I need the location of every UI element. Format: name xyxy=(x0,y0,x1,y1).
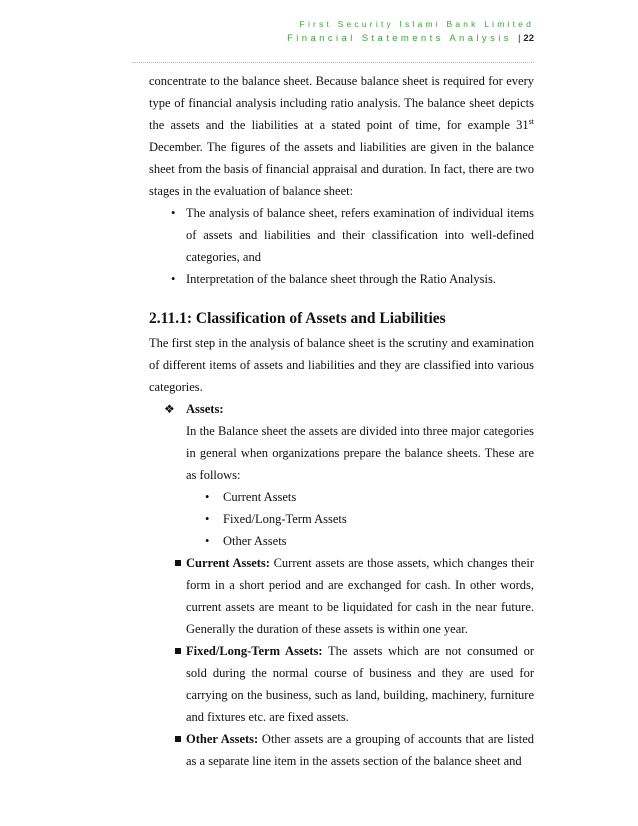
intro-superscript: st xyxy=(528,117,534,126)
bullet-icon: • xyxy=(171,272,176,286)
header-separator: | xyxy=(517,33,521,44)
asset-categories-list xyxy=(149,486,534,552)
header-report-title: Financial Statements Analysis xyxy=(287,33,512,44)
intro-text-1: concentrate to the balance sheet. Because balance sheet is required for every type of financial analysis including ratio analysis. The balance sheet depicts the assets and the liabilities at a stated point of time, for example 31 xyxy=(149,74,534,132)
definition-fixed-assets xyxy=(149,640,534,728)
list-item xyxy=(149,268,534,290)
definition-term: Fixed/Long-Term Assets: xyxy=(186,644,323,658)
list-item xyxy=(149,486,534,508)
list-item-text: The analysis of balance sheet, refers examination of individual items of assets and liabilities and their classification into well-defined categories, and xyxy=(186,206,534,264)
list-item xyxy=(149,530,534,552)
square-bullet-icon xyxy=(175,736,181,742)
definition-current-assets xyxy=(149,552,534,640)
bullet-icon: • xyxy=(205,534,210,548)
header-divider xyxy=(132,62,534,63)
assets-heading xyxy=(149,398,534,420)
definition-term: Current Assets: xyxy=(186,556,270,570)
list-item xyxy=(149,202,534,268)
diamond-bullet-icon: ❖ xyxy=(164,402,175,416)
bullet-icon: • xyxy=(171,206,176,220)
definition-text: Current assets are those assets, which changes their form in a short period and are exchanged for cash. In other words, current assets are meant to be liquidated for cash in the near future. Generally the duration of these assets is within one year. xyxy=(186,556,534,636)
section-heading: 2.11.1: Classification of Assets and Liabilities xyxy=(149,310,446,327)
page-header xyxy=(287,18,534,46)
intro-paragraph xyxy=(149,70,534,202)
assets-paragraph: In the Balance sheet the assets are divided into three major categories in general when organizations prepare the balance sheets. These are as follows: xyxy=(186,424,534,482)
square-bullet-icon xyxy=(175,560,181,566)
section-intro-paragraph: The first step in the analysis of balance sheet is the scrutiny and examination of different items of assets and liabilities and they are classified into various categories. xyxy=(149,336,534,394)
list-item-text: Fixed/Long-Term Assets xyxy=(223,512,347,526)
evaluation-stages-list xyxy=(149,202,534,290)
list-item-text: Interpretation of the balance sheet through the Ratio Analysis. xyxy=(186,272,496,286)
page-number: 22 xyxy=(523,33,534,44)
list-item-text: Current Assets xyxy=(223,490,297,504)
header-report-title-line xyxy=(287,31,534,46)
header-bank-name: First Security Islami Bank Limited xyxy=(299,19,534,29)
square-bullet-icon xyxy=(175,648,181,654)
intro-text-2: December. The figures of the assets and liabilities are given in the balance sheet from the basis of financial appraisal and duration. In fact, there are two stages in the evaluation of balance sheet: xyxy=(149,140,534,198)
definition-other-assets xyxy=(149,728,534,772)
list-item-text: Other Assets xyxy=(223,534,287,548)
page-body xyxy=(149,70,534,772)
list-item xyxy=(149,508,534,530)
assets-label: Assets: xyxy=(186,402,224,416)
definition-text: The assets which are not consumed or sold during the normal course of business and they are used for carrying on the business, such as land, building, machinery, furniture and fixtures etc. are fixed assets. xyxy=(186,644,534,724)
bullet-icon: • xyxy=(205,512,210,526)
definition-text: Other assets are a grouping of accounts that are listed as a separate line item in the assets section of the balance sheet and xyxy=(186,732,535,768)
bullet-icon: • xyxy=(205,490,210,504)
definition-term: Other Assets: xyxy=(186,732,259,746)
